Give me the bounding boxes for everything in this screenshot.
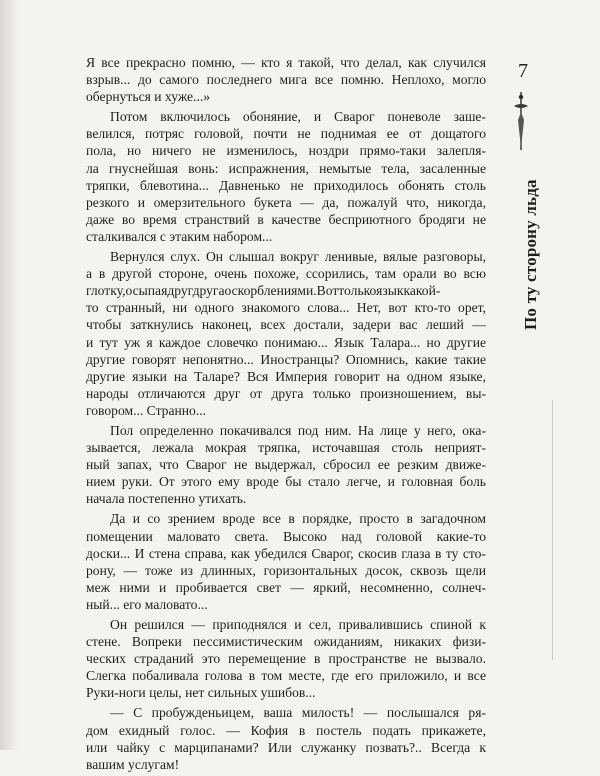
paragraph [86,108,486,245]
paragraph [86,510,486,613]
text-line: ный... его маловато... [86,596,208,612]
body-text [86,54,486,776]
text-line: Да и со зрением вроде все в порядке, просто в загадочном [110,511,486,527]
paragraph [86,54,486,105]
text-line: или чайку с марципанами? Или служанку позвать?.. Всегда к [86,739,486,755]
text-line: то странный, ни одного знакомого слова... Нет, вот кто-то орет, [86,300,486,316]
text-line: взрыв... до самого последнего мига все помню. Неплохо, могло [86,72,486,88]
text-line: помещении маловато света. Высоко над головой какие-то [86,528,486,544]
paragraph [86,704,486,772]
text-line: рону, — тоже из длинных, горизонтальных досок, сквозь щели [86,562,486,578]
text-line: другие языки на Таларе? Вся Империя говорит на одном языке, [86,368,486,384]
text-line: сталкивался с этаким набором... [86,228,273,244]
text-line: ла гнуснейшая вонь: испражнения, немытые тела, засаленные [86,160,486,176]
text-line: Потом включилось обоняние, и Сварог поневоле заше- [110,109,486,125]
paragraph [86,616,486,701]
text-line: начала постепенно утихать. [86,491,247,507]
page-number: 7 [518,60,528,82]
text-line: стене. Вопреки пессимистическим ожиданиям, никаких физи- [86,634,486,650]
text-line: дом ехидный голос. — Кофия в постель подать прикажете, [86,722,486,738]
paragraph [86,422,486,507]
text-line: а в другой стороне, очень похоже, ссорились, там орали во всю [86,266,486,282]
text-line: нием руки. От этого ему вроде бы стало легче, и головная боль [86,474,486,490]
text-line: обернуться и хуже...» [86,89,211,105]
text-line: Я все прекрасно помню, — кто я такой, что делал, как случился [86,55,486,70]
text-line: Слегка побаливала голова в том месте, где его приложило, и все [86,668,486,684]
text-line: ный запах, что Сварог не выдержал, сбросил ее резким движе- [86,457,486,473]
text-line: вашим услугам! [86,756,180,772]
text-line: доски... И стена справа, как убедился Сварог, скосив глаза в ту сто- [86,545,486,561]
text-line: Руки-ноги целы, нет сильных ушибов... [86,685,316,701]
text-line: Вернулся слух. Он слышал вокруг ленивые, вялые разговоры, [110,249,486,265]
text-line: велился, потряс головой, почти не поднимая ее от дощатого [86,126,486,142]
text-line: и тут уж я каждое словечко понимаю... Язык Талара... но другие [86,334,486,350]
text-line: ческих страданий это перемещение в пространстве не вызвало. [86,651,486,667]
sword-ornament-icon [510,90,532,152]
text-line: даже во время странствий в качестве бесприютного бродяги не [86,211,486,227]
text-line: пола, но ничего не изменилось, ноздри прямо-таки залепля- [86,143,486,159]
paragraph [86,248,486,419]
page-spine-shadow [0,0,18,750]
text-line: зывается, лежала мокрая тряпка, источавшая столь неприят- [86,440,486,456]
text-line: резкого и омерзительного букета — да, пожалуй что, никогда, [86,194,486,210]
text-line: — С пробужденьицем, ваша милость! — послышался ря- [110,705,486,721]
text-line: тряпки, блевотина... Давненько не приходилось обонять столь [86,177,486,193]
text-line: Пол определенно покачивался под ним. На лице у него, ока- [110,422,486,438]
text-line: меж ними и пробивается свет — яркий, несомненно, солнеч- [86,579,486,595]
text-line: глотку,осыпаядругдругаоскорблениями.Воттолькоязыккакой- [86,283,441,299]
running-head: По ту сторону льда [521,179,540,330]
text-line: говором... Странно... [86,402,207,418]
text-line: Он решился — приподнялся и сел, привалившись спиной к [110,617,486,632]
page-edge-line [552,400,553,660]
text-line: чтобы заткнулись наконец, всех достали, задери вас леший — [86,317,486,333]
text-line: народы отличаются друг от друга только произношением, вы- [86,385,486,401]
text-line: другие говорят непонятно... Иностранцы? Опомнись, какие такие [86,351,486,367]
